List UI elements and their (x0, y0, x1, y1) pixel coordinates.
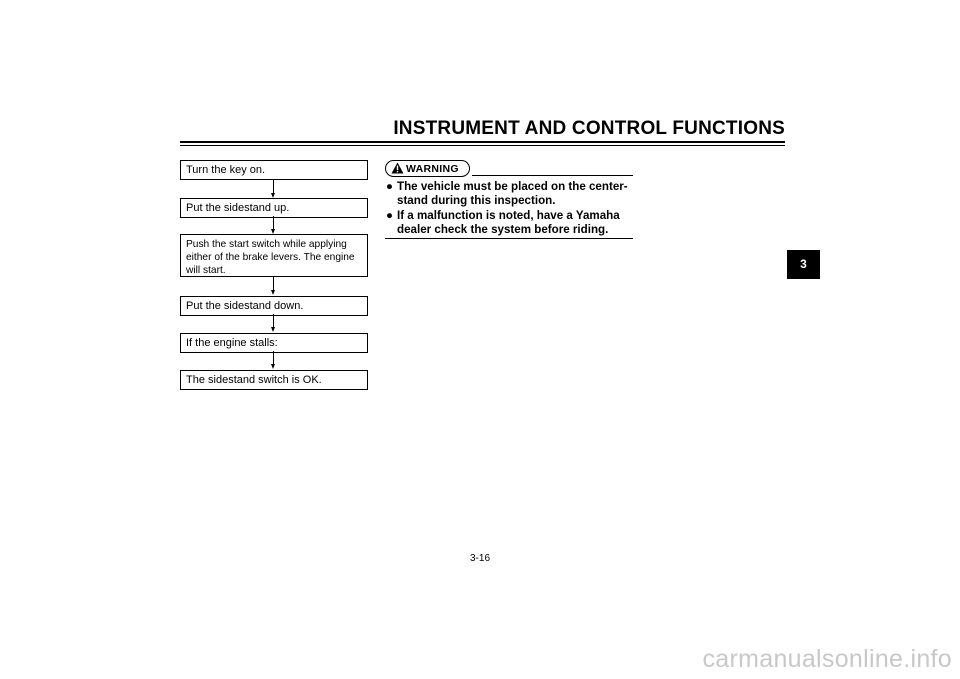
page-title: INSTRUMENT AND CONTROL FUNCTIONS (393, 118, 785, 139)
flow-step-4: Put the sidestand down. (180, 296, 368, 316)
flow-connector (273, 314, 274, 328)
warning-item-text: The vehicle must be placed on the center-stand during this inspection. (397, 180, 628, 208)
flow-step-5: If the engine stalls: (180, 333, 368, 353)
chapter-tab: 3 (787, 250, 820, 279)
bullet-icon: ● (386, 208, 394, 222)
warning-top-rule (472, 175, 633, 176)
warning-item (386, 180, 636, 209)
flow-arrow (271, 290, 275, 295)
flow-connector (273, 277, 274, 291)
page-number: 3-16 (469, 553, 490, 564)
header-rule-thin (180, 145, 785, 146)
flow-step-1: Turn the key on. (180, 160, 368, 180)
flow-connector (273, 216, 274, 230)
watermark: carmanualsonline.info (702, 645, 952, 673)
flow-arrow (271, 327, 275, 332)
header-rule-thick (180, 141, 785, 143)
flow-connector (273, 351, 274, 365)
warning-label: WARNING (406, 163, 459, 175)
flow-step-2: Put the sidestand up. (180, 198, 368, 218)
warning-badge (385, 160, 470, 177)
flow-step-6: The sidestand switch is OK. (180, 370, 368, 390)
warning-item-text: If a malfunction is noted, have a Yamaha dealer check the system before riding. (397, 208, 620, 237)
flow-step-3: Push the start switch while applying either of the brake levers. The engine will start. (180, 234, 368, 277)
bullet-icon: ● (386, 180, 394, 193)
warning-list (386, 180, 636, 238)
warning-bottom-rule (385, 238, 633, 239)
warning-item (386, 209, 636, 238)
flow-connector (273, 179, 274, 194)
warning-triangle-icon (391, 162, 404, 174)
flow-arrow (271, 364, 275, 369)
